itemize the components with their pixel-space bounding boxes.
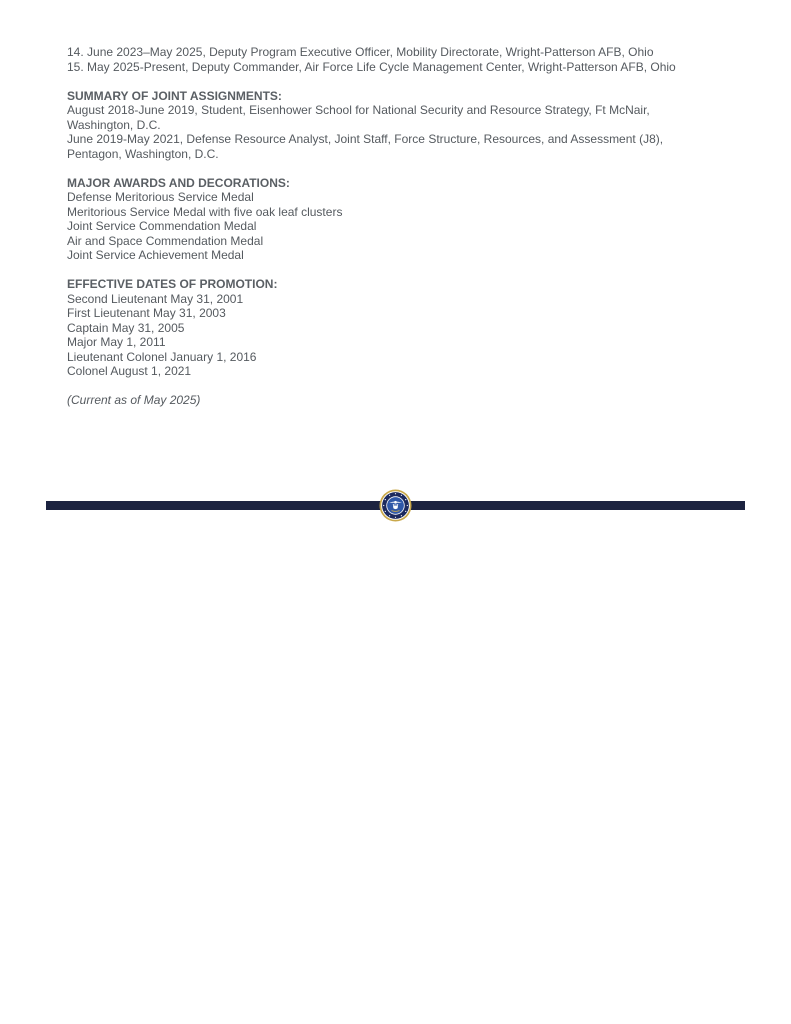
promotion-item: Second Lieutenant May 31, 2001	[67, 291, 244, 306]
award-item: Joint Service Commendation Medal	[67, 219, 257, 233]
award-item: Joint Service Achievement Medal	[67, 248, 244, 262]
promotion-item: Captain May 31, 2005	[67, 320, 185, 335]
award-item: Air and Space Commendation Medal	[67, 233, 264, 248]
assignment-item-14: 14. June 2023–May 2025, Deputy Program Executive Officer, Mobility Directorate, Wright-Patterson AFB, Ohio	[67, 45, 654, 59]
promotion-item: Major May 1, 2011	[67, 335, 166, 349]
air-force-seal-icon	[379, 489, 412, 522]
joint-assignment-item: June 2019-May 2021, Defense Resource Analyst, Joint Staff, Force Structure, Resources, and Assessment (J8), Pentagon, Washington, D.C.	[67, 132, 664, 161]
award-item: Defense Meritorious Service Medal	[67, 190, 254, 204]
award-item: Meritorious Service Medal with five oak leaf clusters	[67, 204, 343, 219]
promotion-item: Colonel August 1, 2021	[67, 364, 192, 378]
promotion-item: First Lieutenant May 31, 2003	[67, 306, 226, 320]
joint-assignments-heading: SUMMARY OF JOINT ASSIGNMENTS:	[67, 88, 282, 103]
biography-page	[67, 45, 757, 408]
promotion-item: Lieutenant Colonel January 1, 2016	[67, 349, 257, 364]
joint-assignment-item: August 2018-June 2019, Student, Eisenhower School for National Security and Resource Strategy, Ft McNair, Washington, D.C.	[67, 103, 650, 132]
currency-note: (Current as of May 2025)	[67, 393, 201, 407]
promotions-heading: EFFECTIVE DATES OF PROMOTION:	[67, 277, 278, 291]
assignment-item-15: 15. May 2025-Present, Deputy Commander, Air Force Life Cycle Management Center, Wright-Patterson AFB, Ohio	[67, 59, 676, 74]
awards-heading: MAJOR AWARDS AND DECORATIONS:	[67, 175, 290, 190]
